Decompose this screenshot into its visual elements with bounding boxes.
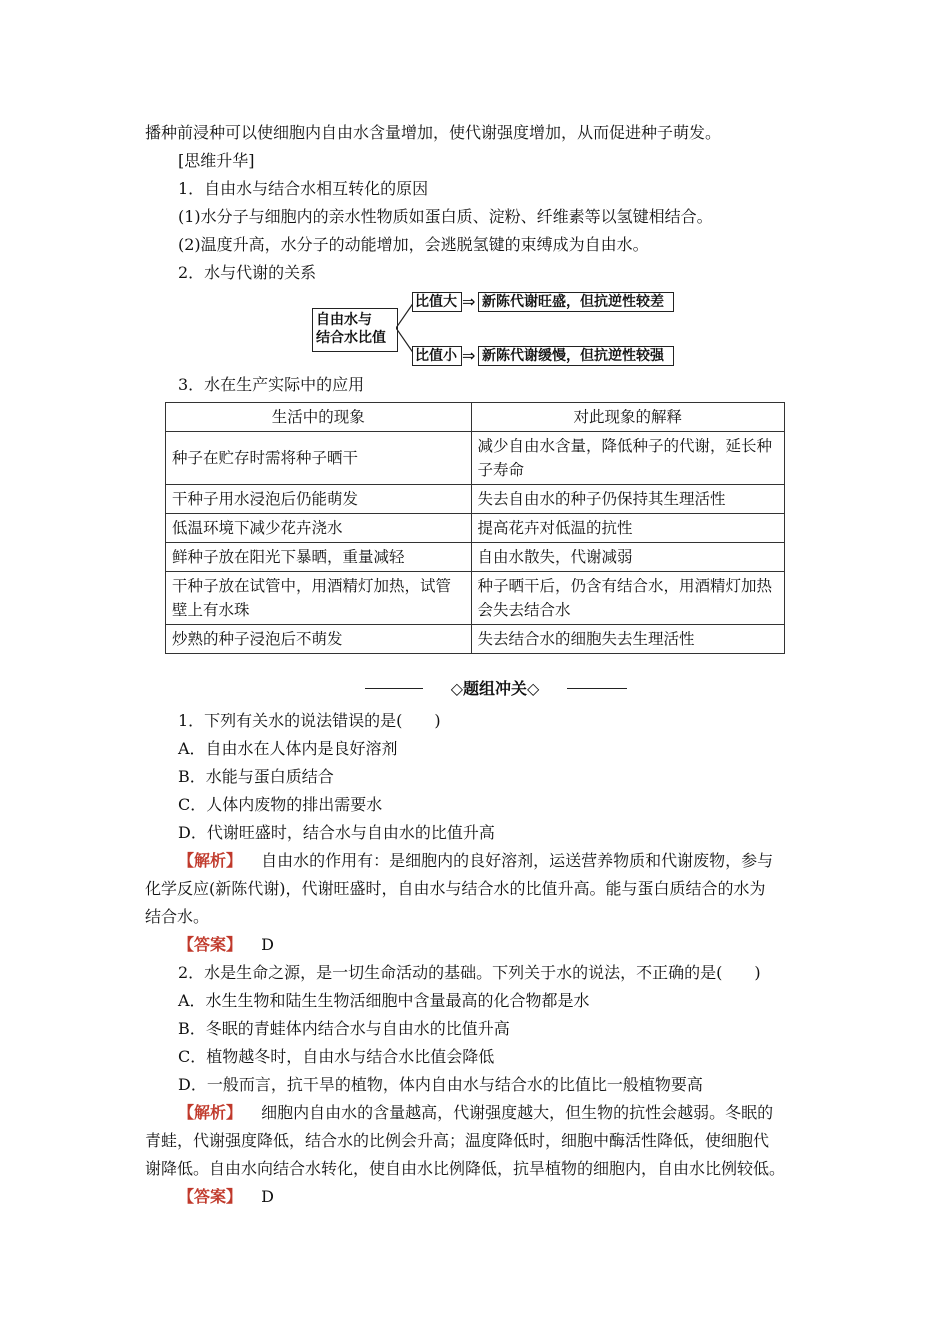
q2-answer-value: D (261, 1187, 274, 1206)
divider-title: ◇题组冲关◇ (450, 679, 540, 698)
section-header: [思维升华] (178, 151, 255, 170)
diagram-low-result-box: 新陈代谢缓慢，但抗逆性较强 (478, 346, 674, 366)
intro-paragraph: 播种前浸种可以使细胞内自由水含量增加，使代谢强度增加，从而促进种子萌发。 (145, 123, 722, 142)
q1-analysis-text-1: 自由水的作用有：是细胞内的良好溶剂，运送营养物质和代谢废物，参与 (261, 851, 774, 870)
q1-analysis-text-2: 化学反应(新陈代谢)，代谢旺盛时，自由水与结合水的比值升高。能与蛋白质结合的水为 (145, 879, 766, 898)
q1-analysis-first-line (178, 850, 773, 872)
table-row (166, 543, 785, 572)
table-cell: 炒熟的种子浸泡后不萌发 (166, 625, 472, 654)
q2-analysis-text-1: 细胞内自由水的含量越高，代谢强度越大，但生物的抗性会越弱。冬眠的 (261, 1103, 774, 1122)
diagram-high-ratio-box: 比值大 (412, 292, 462, 312)
q2-option-b: B．冬眠的青蛙体内结合水与自由水的比值升高 (178, 1019, 510, 1038)
q1-answer-tag: 【答案】 (178, 935, 243, 954)
q2-option-d: D．一般而言，抗干旱的植物，体内自由水与结合水的比值比一般植物要高 (178, 1075, 703, 1094)
table-cell: 自由水散失，代谢减弱 (471, 543, 785, 572)
diagram-arrow-high: ⇒ (462, 292, 476, 311)
table-cell: 失去自由水的种子仍保持其生理活性 (471, 485, 785, 514)
q2-answer-tag: 【答案】 (178, 1187, 243, 1206)
diagram-low-ratio-box: 比值小 (412, 346, 462, 366)
q2-option-a: A．水生生物和陆生生物活细胞中含量最高的化合物都是水 (178, 991, 590, 1010)
q1-analysis-text-3: 结合水。 (145, 907, 210, 926)
q2-stem: 2．水是生命之源，是一切生命活动的基础。下列关于水的说法，不正确的是( ) (178, 963, 761, 982)
table-cell: 种子在贮存时需将种子晒干 (166, 432, 472, 485)
table-cell: 干种子用水浸泡后仍能萌发 (166, 485, 472, 514)
table-cell: 提高花卉对低温的抗性 (471, 514, 785, 543)
q2-analysis-first-line (178, 1102, 773, 1124)
table-cell: 减少自由水含量，降低种子的代谢，延长种子寿命 (471, 432, 785, 485)
table-row (166, 432, 785, 485)
q2-analysis-text-3: 谢降低。自由水向结合水转化，使自由水比例降低，抗旱植物的细胞内，自由水比例较低。 (145, 1159, 786, 1178)
q1-option-a: A．自由水在人体内是良好溶剂 (178, 739, 398, 758)
applications-table (165, 402, 785, 654)
table-row (166, 514, 785, 543)
table-cell: 失去结合水的细胞失去生理活性 (471, 625, 785, 654)
table-cell: 低温环境下减少花卉浇水 (166, 514, 472, 543)
section-divider (365, 678, 627, 700)
table-row (166, 572, 785, 625)
q1-stem: 1．下列有关水的说法错误的是( ) (178, 711, 441, 730)
point1-heading: 1．自由水与结合水相互转化的原因 (178, 179, 429, 198)
diagram-arrow-low: ⇒ (462, 346, 476, 365)
q1-option-d: D．代谢旺盛时，结合水与自由水的比值升高 (178, 823, 495, 842)
table-cell: 鲜种子放在阳光下暴晒，重量减轻 (166, 543, 472, 572)
point3-heading: 3．水在生产实际中的应用 (178, 375, 365, 394)
diagram-root-line2: 结合水比值 (316, 330, 386, 346)
point2-heading: 2．水与代谢的关系 (178, 263, 317, 282)
table-cell: 种子晒干后，仍含有结合水，用酒精灯加热会失去结合水 (471, 572, 785, 625)
table-row (166, 485, 785, 514)
table-row (166, 625, 785, 654)
table-header-phenomenon: 生活中的现象 (166, 403, 472, 432)
q1-analysis-tag: 【解析】 (178, 851, 243, 870)
diagram-root-line1: 自由水与 (316, 312, 372, 328)
q1-answer-line (178, 934, 274, 956)
table-cell: 干种子放在试管中，用酒精灯加热，试管壁上有水珠 (166, 572, 472, 625)
divider-rule-left (365, 688, 423, 689)
q2-analysis-text-2: 青蛙，代谢强度降低，结合水的比例会升高；温度降低时，细胞中酶活性降低，使细胞代 (145, 1131, 770, 1150)
point1-item1: (1)水分子与细胞内的亲水性物质如蛋白质、淀粉、纤维素等以氢键相结合。 (178, 207, 713, 226)
q2-option-c: C．植物越冬时，自由水与结合水比值会降低 (178, 1047, 495, 1066)
divider-rule-right (567, 688, 627, 689)
q2-answer-line (178, 1186, 274, 1208)
point1-item2: (2)温度升高，水分子的动能增加，会逃脱氢键的束缚成为自由水。 (178, 235, 649, 254)
diagram-root-box (312, 308, 398, 352)
q1-option-c: C．人体内废物的排出需要水 (178, 795, 383, 814)
water-metabolism-diagram (312, 292, 672, 372)
q1-option-b: B．水能与蛋白质结合 (178, 767, 334, 786)
table-header-row (166, 403, 785, 432)
table-header-explanation: 对此现象的解释 (471, 403, 785, 432)
q2-analysis-tag: 【解析】 (178, 1103, 243, 1122)
diagram-high-result-box: 新陈代谢旺盛，但抗逆性较差 (478, 292, 674, 312)
q1-answer-value: D (261, 935, 274, 954)
